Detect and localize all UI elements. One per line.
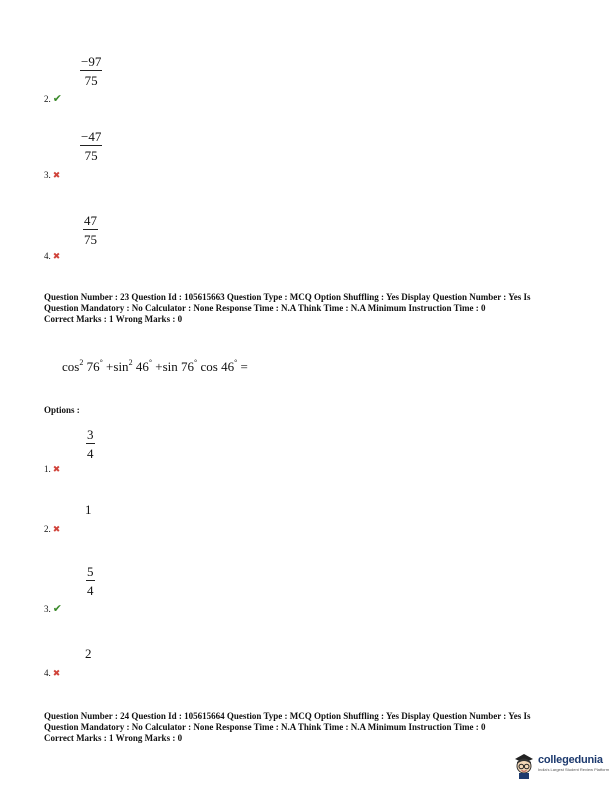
question-meta-line: Question Mandatory : No Calculator : None Response Time : N.A Think Time : N.A Minimum Instruction Time : 0 bbox=[44, 722, 486, 732]
equation-text: +sin bbox=[102, 359, 129, 374]
cross-icon: ✖ bbox=[52, 170, 61, 180]
equation-exponent: 2 bbox=[79, 358, 84, 367]
option-number: 2. bbox=[44, 94, 51, 104]
cross-icon: ✖ bbox=[52, 668, 61, 678]
option-number: 2. bbox=[44, 524, 51, 534]
student-mascot-icon bbox=[512, 752, 536, 780]
option-number: 4. bbox=[44, 251, 51, 261]
question-marks-line: Correct Marks : 1 Wrong Marks : 0 bbox=[44, 314, 183, 324]
check-icon: ✔ bbox=[52, 603, 62, 615]
option-fraction bbox=[80, 130, 102, 162]
question-meta-line: Question Number : 24 Question Id : 105615664 Question Type : MCQ Option Shuffling : Yes Display Question Number : Yes Is bbox=[44, 711, 531, 721]
option-fraction bbox=[86, 565, 95, 597]
option-fraction bbox=[83, 214, 98, 246]
degree-symbol: ° bbox=[99, 358, 103, 367]
cross-icon: ✖ bbox=[52, 524, 61, 534]
option-label bbox=[44, 251, 60, 262]
degree-symbol: ° bbox=[148, 358, 153, 367]
equation-text: cos 46 bbox=[197, 359, 235, 374]
option-number: 1. bbox=[44, 464, 51, 474]
question-header bbox=[44, 711, 584, 744]
option-fraction bbox=[86, 428, 95, 460]
logo-name: collegedunia bbox=[538, 754, 603, 766]
degree-symbol: ° bbox=[234, 358, 238, 367]
question-meta-line: Question Number : 23 Question Id : 105615663 Question Type : MCQ Option Shuffling : Yes Display Question Number : Yes Is bbox=[44, 292, 531, 302]
option-number: 3. bbox=[44, 170, 51, 180]
question-header bbox=[44, 292, 584, 325]
equation-text: +sin 76 bbox=[152, 359, 195, 374]
fraction-denominator: 75 bbox=[84, 73, 98, 88]
option-value: 1 bbox=[85, 502, 92, 517]
option-number: 4. bbox=[44, 668, 51, 678]
equation-text: 46 bbox=[132, 359, 149, 374]
check-icon: ✔ bbox=[52, 93, 62, 105]
question-equation bbox=[62, 358, 248, 375]
fraction-denominator: 4 bbox=[87, 446, 94, 461]
fraction-denominator: 75 bbox=[84, 232, 97, 247]
option-label bbox=[44, 464, 60, 475]
option-label bbox=[44, 668, 60, 679]
question-meta-line: Question Mandatory : No Calculator : None Response Time : N.A Think Time : N.A Minimum Instruction Time : 0 bbox=[44, 303, 486, 313]
fraction-denominator: 4 bbox=[87, 583, 94, 598]
option-label bbox=[44, 524, 60, 535]
question-marks-line: Correct Marks : 1 Wrong Marks : 0 bbox=[44, 733, 183, 743]
equation-text: 76 bbox=[83, 359, 100, 374]
cross-icon: ✖ bbox=[52, 251, 61, 261]
option-value: 2 bbox=[85, 646, 92, 661]
fraction-numerator: −97 bbox=[81, 54, 102, 69]
fraction-numerator: 47 bbox=[84, 213, 97, 228]
equation-text: = bbox=[237, 359, 248, 374]
option-number: 3. bbox=[44, 604, 51, 614]
option-label bbox=[44, 602, 62, 615]
option-label bbox=[44, 170, 60, 181]
option-fraction bbox=[80, 55, 102, 87]
equation-exponent: 2 bbox=[128, 358, 133, 367]
collegedunia-logo bbox=[512, 752, 608, 782]
fraction-numerator: 5 bbox=[87, 564, 94, 579]
options-title: Options : bbox=[44, 405, 80, 415]
logo-tagline: India's Largest Student Review Platform bbox=[538, 767, 610, 772]
degree-symbol: ° bbox=[194, 358, 198, 367]
fraction-denominator: 75 bbox=[84, 148, 98, 163]
cross-icon: ✖ bbox=[52, 464, 61, 474]
fraction-numerator: 3 bbox=[87, 427, 94, 442]
equation-text: cos bbox=[62, 359, 80, 374]
option-label bbox=[44, 92, 62, 105]
fraction-numerator: −47 bbox=[81, 129, 102, 144]
